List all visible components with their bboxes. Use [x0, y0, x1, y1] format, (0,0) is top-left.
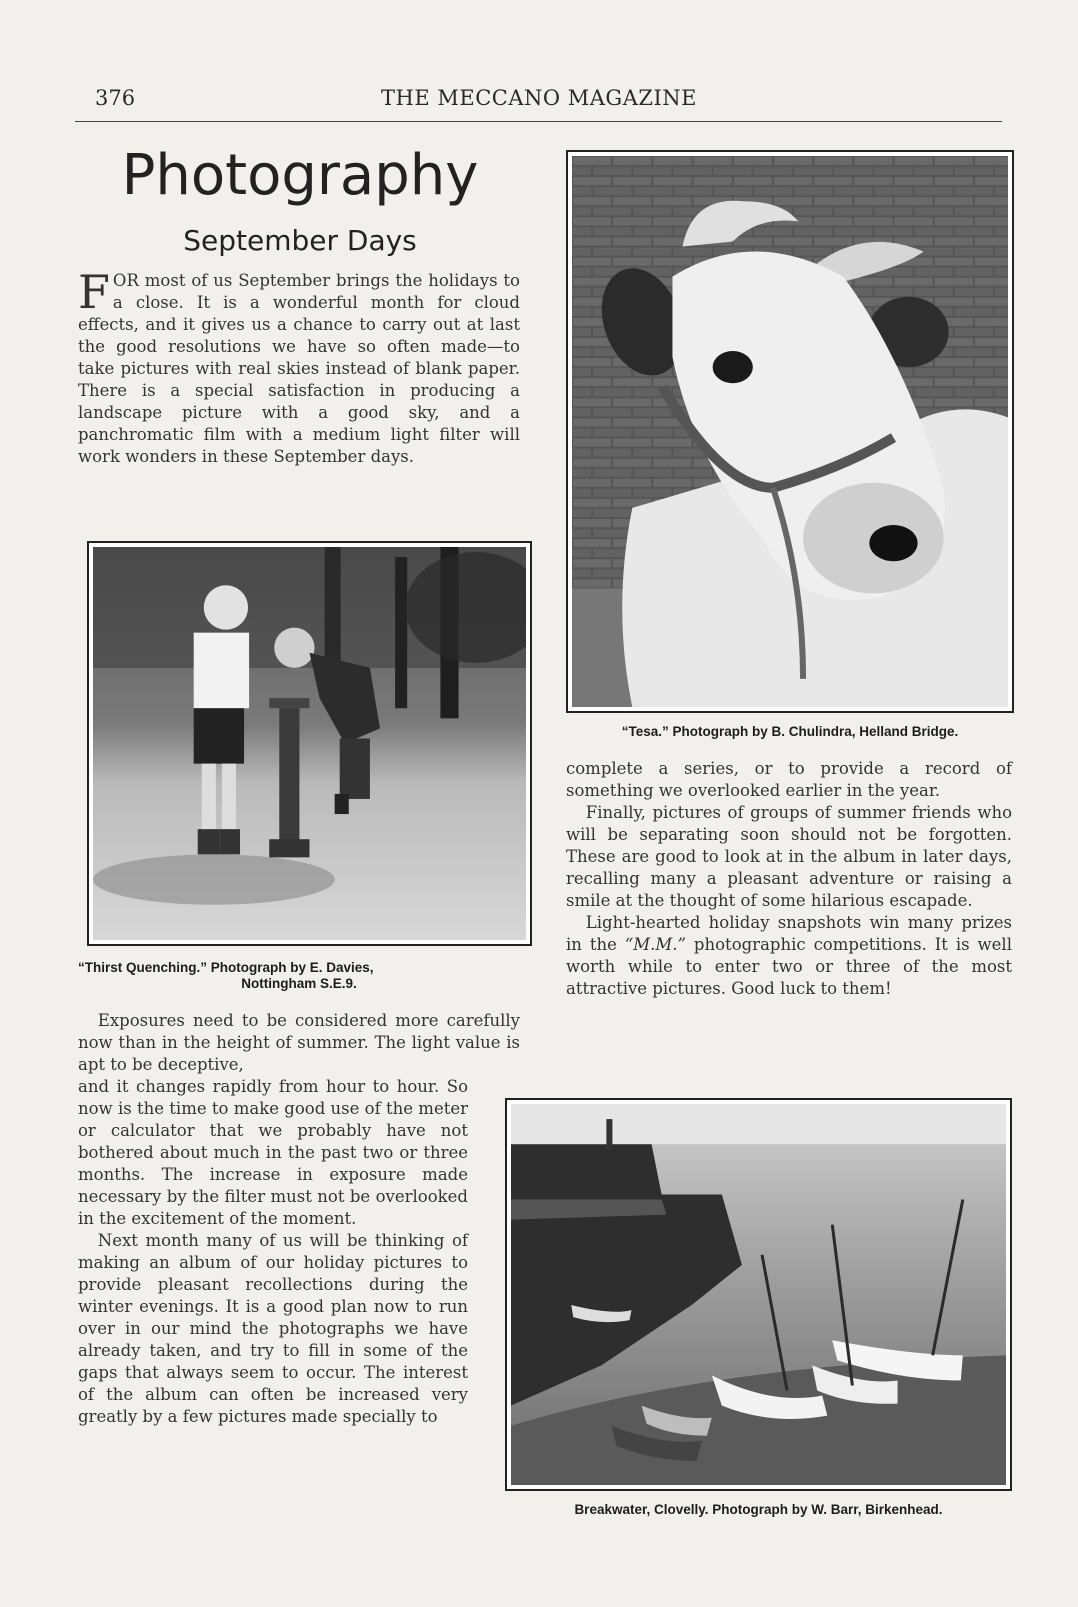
paragraph-finally: Finally, pictures of groups of summer friends who will be separating soon should not be forgotten. These are good to look at in the album in later days, recalling many a pleasant adventure or raising a smile at the thought of some hilarious escapade. — [566, 803, 1012, 910]
intro-paragraph — [78, 265, 520, 468]
thirst-quenching-image — [93, 547, 526, 940]
caption-thirst-quenching-line1: “Thirst Quenching.” Photograph by E. Davies, — [78, 960, 374, 975]
paragraph-exposures-narrow: and it changes rapidly from hour to hour. So now is the time to make good use of the meter or calculator that we probably have not bothered about much in the past two or three months. The increase in exposure made necessary by the filter must not be overlooked in the excitement of the moment. — [78, 1077, 468, 1228]
header-rule — [75, 121, 1002, 122]
page-number: 376 — [95, 86, 136, 110]
photo-thirst-quenching — [87, 541, 532, 946]
drop-cap: F — [78, 265, 110, 319]
photo-tesa — [566, 150, 1014, 713]
light-hearted-text-b: photographic competitions. It is well worth while to enter two or three of the most attractive pictures. Good luck to them! — [566, 935, 1012, 998]
article-subtitle: September Days — [183, 224, 417, 257]
paragraph-exposures-narrow-block — [78, 1076, 468, 1428]
photo-breakwater-clovelly — [505, 1098, 1012, 1491]
caption-breakwater-clovelly: Breakwater, Clovelly. Photograph by W. Barr, Birkenhead. — [574, 1502, 943, 1517]
magazine-title: THE MECCANO MAGAZINE — [381, 86, 697, 110]
right-column-text — [566, 758, 1012, 1000]
paragraph-exposures-wide: Exposures need to be considered more carefully now than in the height of summer. The light value is apt to be deceptive, — [78, 1011, 520, 1074]
mm-abbreviation: “M.M.” — [624, 935, 686, 954]
breakwater-image — [511, 1104, 1006, 1485]
caption-tesa: “Tesa.” Photograph by B. Chulindra, Helland Bridge. — [621, 724, 959, 739]
paragraph-complete-series: complete a series, or to provide a record of something we overlooked earlier in the year. — [566, 759, 1012, 800]
intro-text: OR most of us September brings the holidays to a close. It is a wonderful month for cloud effects, and it gives us a chance to carry out at last the good resolutions we have so often made—to take pictures with real skies instead of blank paper. There is a special satisfaction in producing a landscape picture with a good sky, and a panchromatic film with a medium light filter will work wonders in these September days. — [78, 271, 520, 466]
article-title: Photography — [121, 143, 479, 208]
paragraph-light-hearted — [566, 912, 1012, 1000]
tesa-cow-image — [572, 156, 1008, 707]
paragraph-next-month: Next month many of us will be thinking of making an album of our holiday pictures to provide pleasant recollections during the winter evenings. It is a good plan now to run over in our mind the photographs we have already taken, and try to fill in some of the gaps that always seem to occur. The interest of the album can often be increased very greatly by a few pictures made specially to — [78, 1231, 468, 1426]
caption-thirst-quenching-line2: Nottingham S.E.9. — [241, 976, 357, 991]
light-hearted-text-a: Light-hearted holiday snapshots win many prizes in the — [566, 913, 1012, 954]
